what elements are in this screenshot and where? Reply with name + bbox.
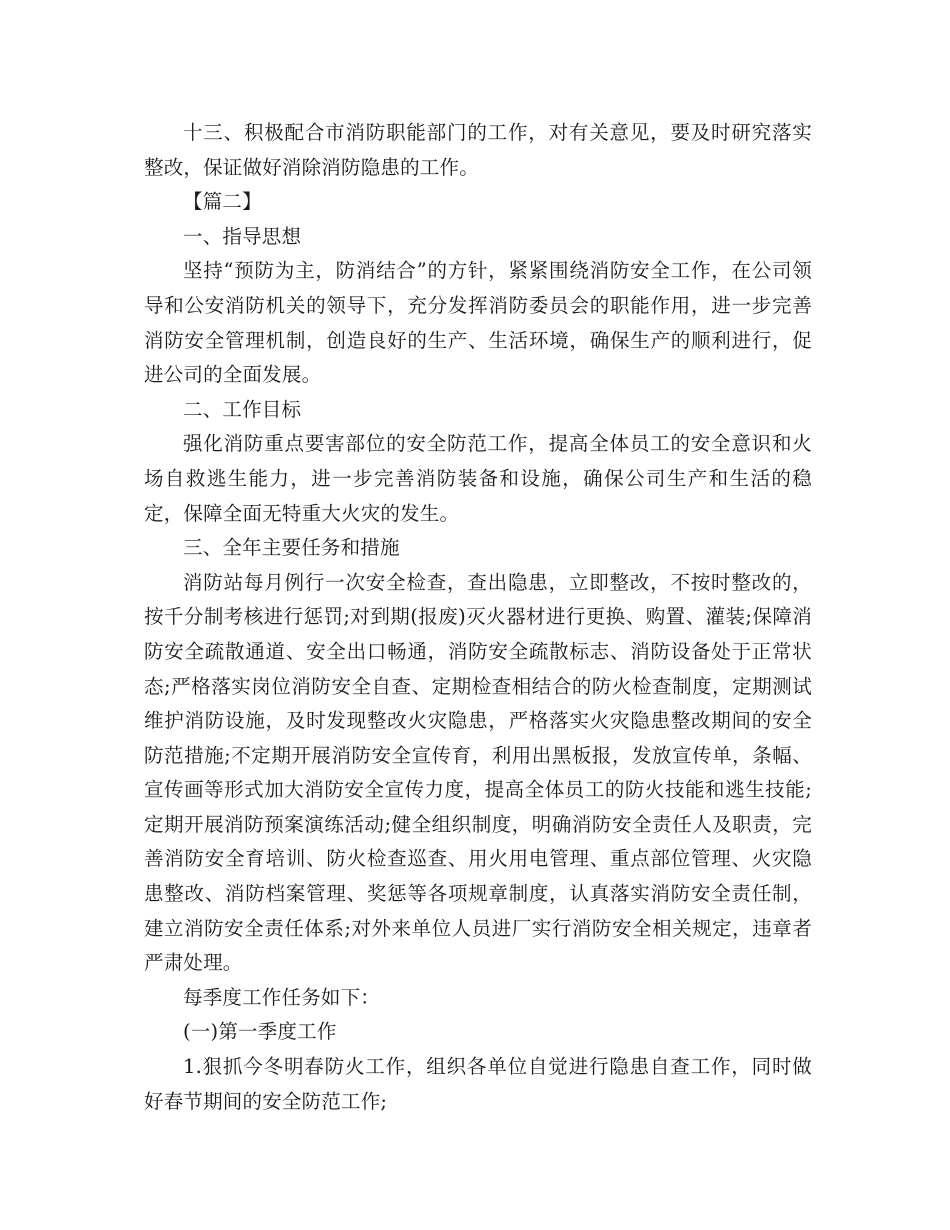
paragraph-quarterly-intro: 每季度工作任务如下：: [183, 985, 381, 1009]
document-body: [144, 116, 812, 1119]
paragraph-item-13: 十三、积极配合市消防职能部门的工作，对有关意见，要及时研究落实整改，保证做好消除消防隐患的工作。: [144, 121, 812, 179]
heading-annual-tasks: 三、全年主要任务和措施: [183, 536, 400, 560]
paragraph-guiding-ideology: 坚持“预防为主，防消结合”的方针，紧紧围绕消防安全工作，在公司领导和公安消防机关的领导下，充分发挥消防委员会的职能作用，进一步完善消防安全管理机制，创造良好的生产、生活环境，确保生产的顺利进行，促进公司的全面发展。: [144, 259, 812, 387]
paragraph-work-goals: 强化消防重点要害部位的安全防范工作，提高全体员工的安全意识和火场自救逃生能力，进一步完善消防装备和设施，确保公司生产和生活的稳定，保障全面无特重大火灾的发生。: [144, 432, 812, 525]
section-marker-part-two: 【篇二】: [183, 190, 262, 214]
heading-first-quarter: (一)第一季度工作: [183, 1020, 337, 1044]
heading-work-goals: 二、工作目标: [183, 397, 302, 421]
paragraph-annual-tasks: 消防站每月例行一次安全检查，查出隐患，立即整改，不按时整改的，按千分制考核进行惩罚;对到期(报废)灭火器材进行更换、购置、灌装;保障消防安全疏散通道、安全出口畅通，消防安全疏散标志、消防设备处于正常状态;严格落实岗位消防安全自查、定期检查相结合的防火检查制度，定期测试维护消防设施，及时发现整改火灾隐患，严格落实火灾隐患整改期间的安全防范措施;不定期开展消防安全宣传育，利用出黑板报，发放宣传单，条幅、宣传画等形式加大消防安全宣传力度，提高全体员工的防火技能和逃生技能;定期开展消防预案演练活动;健全组织制度，明确消防安全责任人及职责，完善消防安全育培训、防火检查巡查、用火用电管理、重点部位管理、火灾隐患整改、消防档案管理、奖惩等各项规章制度，认真落实消防安全责任制，建立消防安全责任体系;对外来单位人员进厂实行消防安全相关规定，违章者严肃处理。: [144, 570, 812, 975]
paragraph-first-quarter-item-1: 1.狠抓今冬明春防火工作，组织各单位自觉进行隐患自查工作，同时做好春节期间的安全防范工作;: [144, 1055, 812, 1113]
heading-guiding-ideology: 一、指导思想: [183, 224, 302, 248]
